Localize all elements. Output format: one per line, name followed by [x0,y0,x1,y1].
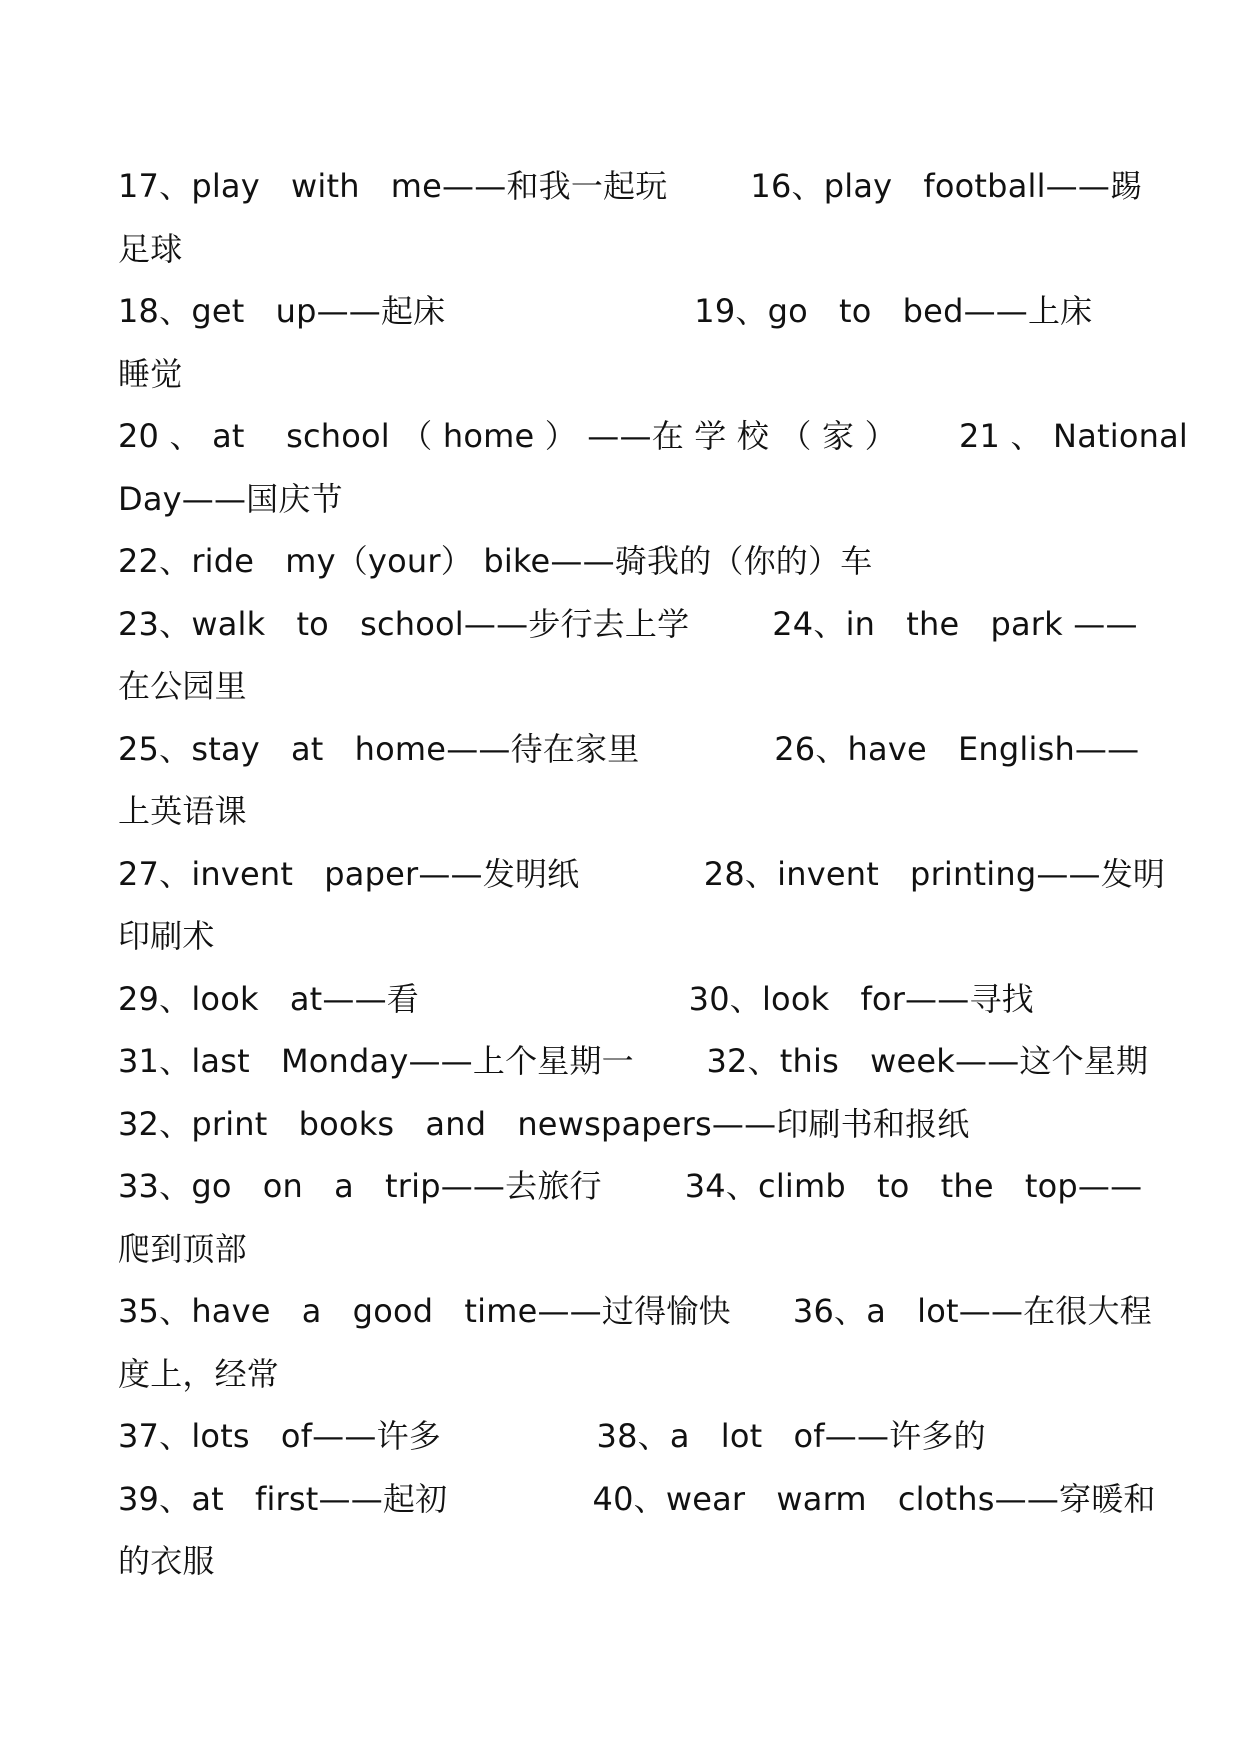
text-line: 25、stay at home——待在家里 26、have English—— [118,729,1140,768]
text-line: 39、at first——起初 40、wear warm cloths——穿暖和 [118,1479,1156,1518]
text-line: 37、lots of——许多 38、a lot of——许多的 [118,1417,986,1455]
text-line: 27、invent paper——发明纸 28、invent printing——发明 [118,854,1166,893]
text-line: 睡觉 [118,354,183,393]
text-line: 印刷术 [118,917,215,955]
text-line: 35、have a good time——过得愉快 36、a lot——在很大程 [118,1292,1152,1330]
text-line: 足球 [118,229,183,268]
text-line: 18、get up——起床 19、go to bed——上床 [118,292,1093,330]
text-line: 爬到顶部 [118,1229,247,1268]
text-line: 23、walk to school——步行去上学 24、in the park —— [118,604,1138,643]
text-line: 在公园里 [118,667,247,705]
text-line: 上英语课 [118,792,247,830]
text-line: 32、print books and newspapers——印刷书和报纸 [118,1104,970,1143]
text-line: 31、last Monday——上个星期一 32、this week——这个星期 [118,1042,1149,1080]
text-line: 29、look at——看 30、look for——寻找 [118,979,1034,1018]
text-line: 度上，经常 [118,1354,280,1393]
text-line: 的衣服 [118,1542,215,1580]
text-line: 20 、 at school （ home ） ——在 学 校 （ 家 ） 21 、 National [118,417,1189,455]
text-line: 17、play with me——和我一起玩 16、play football——踢 [118,167,1143,205]
vocabulary-list [118,155,1189,1593]
text-line: 33、go on a trip——去旅行 34、climb to the top—— [118,1167,1143,1205]
text-line: Day——国庆节 [118,479,343,518]
text-line: 22、ride my（your） bike——骑我的（你的）车 [118,542,873,580]
